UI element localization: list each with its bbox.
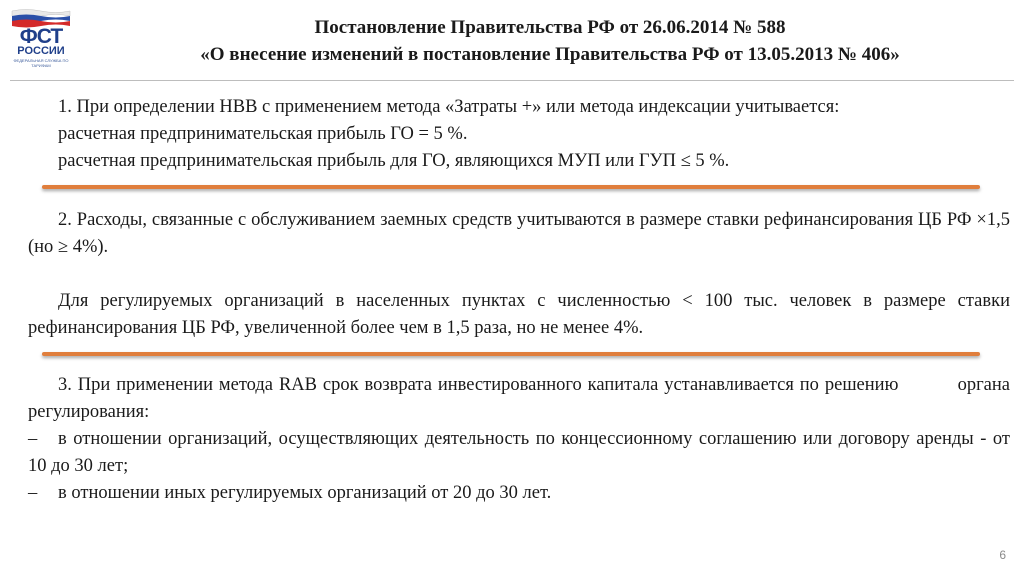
logo-subtitle: ФЕДЕРАЛЬНАЯ СЛУЖБА ПО ТАРИФАМ: [13, 58, 69, 68]
slide-body: [28, 94, 1015, 507]
title-line-1: Постановление Правительства РФ от 26.06.2014 № 588: [314, 17, 786, 38]
logo-country: РОССИИ: [17, 45, 65, 57]
fst-logo: [10, 8, 72, 66]
slide-title: [90, 14, 1010, 68]
title-line-2: «О внесение изменений в постановление Правительства РФ от 13.05.2013 № 406»: [200, 44, 900, 65]
section-3-intro: 3. При применении метода RAB срок возврата инвестированного капитала устанавливается по решению органа регулирования:: [28, 375, 1015, 422]
dash-bullet-icon: –: [28, 483, 38, 503]
section-3-item-1-text: в отношении организаций, осуществляющих деятельность по концессионному соглашению или договору аренды - от 10 до 30 лет;: [28, 429, 1010, 476]
header-divider: [10, 80, 1014, 81]
section-1-item-2: расчетная предпринимательская прибыль для ГО, являющихся МУП или ГУП ≤ 5 %.: [58, 151, 730, 171]
orange-divider-2: [42, 352, 980, 356]
page-number: 6: [999, 548, 1006, 562]
dash-bullet-icon: –: [28, 429, 38, 449]
section-2-paragraph-1: 2. Расходы, связанные с обслуживанием заемных средств учитываются в размере ставки рефинансирования ЦБ РФ ×1,5 (но ≥ 4%).: [28, 210, 1010, 257]
section-3-item-2: [28, 480, 1010, 507]
orange-divider-1: [42, 185, 980, 189]
section-3-item-1: [28, 426, 1010, 480]
section-1-item-1: расчетная предпринимательская прибыль ГО = 5 %.: [58, 124, 468, 144]
section-1-intro: 1. При определении НВВ с применением метода «Затраты +» или метода индексации учитывается:: [58, 97, 840, 117]
logo-abbreviation: ФСТ: [19, 25, 63, 48]
section-2-paragraph-2: Для регулируемых организаций в населенных пунктах с численностью < 100 тыс. человек в размере ставки рефинансирования ЦБ РФ, увеличенной более чем в 1,5 раза, но не менее 4%.: [28, 291, 1010, 338]
section-3-item-2-text: в отношении иных регулируемых организаций от 20 до 30 лет.: [58, 483, 552, 503]
